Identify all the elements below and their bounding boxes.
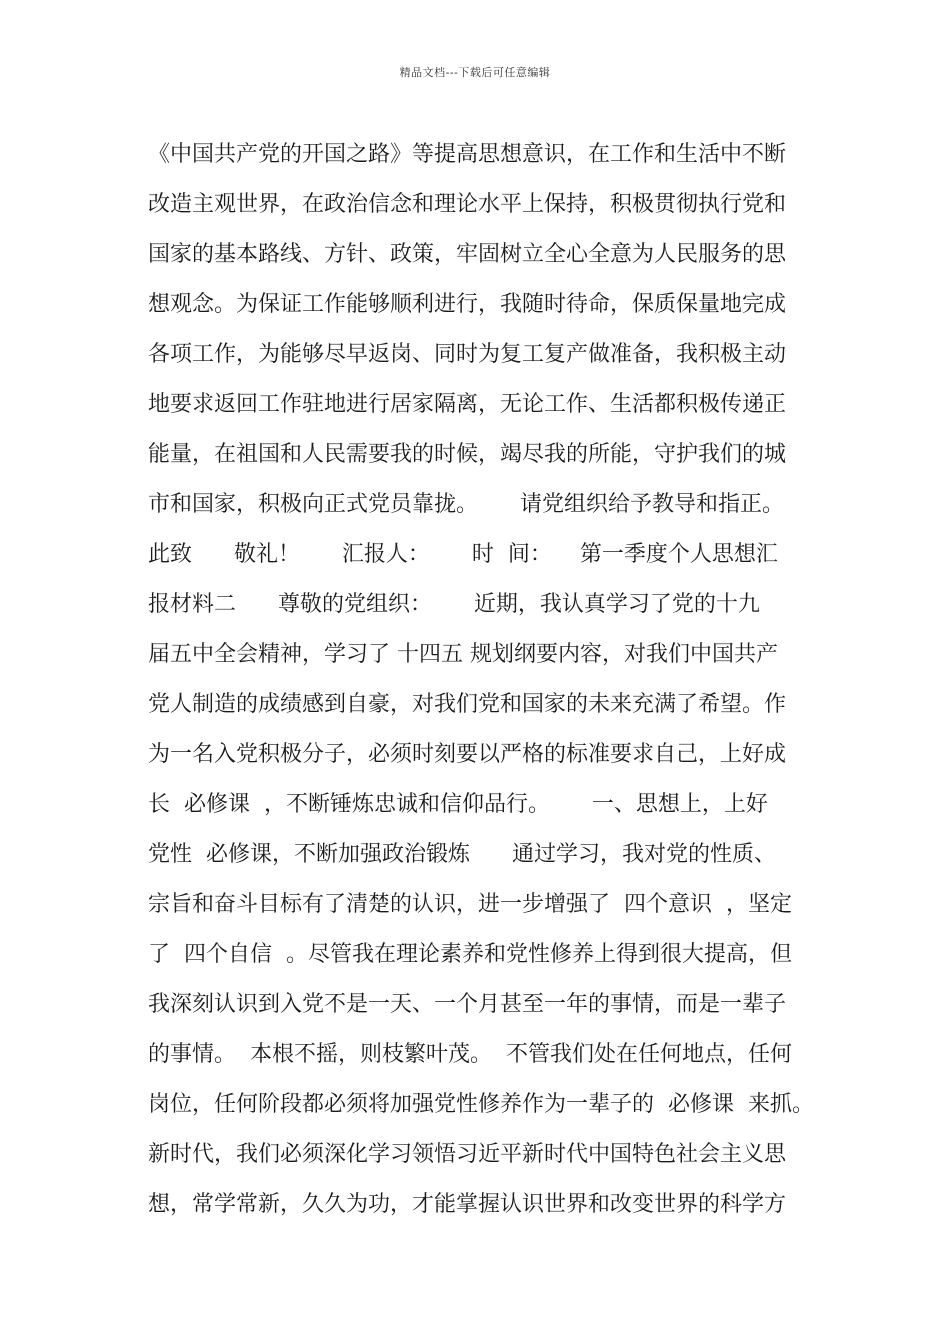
text-line: 市和国家，积极向正式党员靠拢。 请党组织给予教导和指正。 (148, 492, 784, 517)
text-line: 的事情。 本根不摇，则枝繁叶茂。 不管我们处在任何地点，任何 (148, 1042, 792, 1067)
text-line: 党人制造的成绩感到自豪，对我们党和国家的未来充满了希望。作 (148, 692, 787, 717)
text-line: 此致 敬礼！ 汇报人： 时 间： 第一季度个人思想汇 (148, 542, 778, 567)
text-line: 宗旨和奋斗目标有了清楚的认识，进一步增强了 四个意识 ，坚定 (148, 892, 792, 917)
text-line: 报材料二 尊敬的党组织： 近期，我认真学习了党的十九 (148, 592, 760, 617)
text-line: 想观念。为保证工作能够顺利进行，我随时待命，保质保量地完成 (148, 292, 787, 317)
text-line: 我深刻认识到入党不是一天、一个月甚至一年的事情，而是一辈子 (148, 992, 787, 1017)
text-line: 党性 必修课，不断加强政治锻炼 通过学习，我对党的性质、 (148, 842, 776, 867)
text-line: 想，常学常新，久久为功，才能掌握认识世界和改变世界的科学方 (148, 1192, 787, 1217)
text-line: 届五中全会精神，学习了 十四五 规划纲要内容，对我们中国共产 (148, 642, 778, 667)
text-line: 能量，在祖国和人民需要我的时候，竭尽我的所能，守护我们的城 (148, 442, 787, 467)
text-line: 各项工作，为能够尽早返岗、同时为复工复产做准备，我积极主动 (148, 342, 787, 367)
text-line: 了 四个自信 。尽管我在理论素养和党性修养上得到很大提高，但 (148, 942, 792, 967)
text-line: 长 必修课 ，不断锤炼忠诚和信仰品行。 一、思想上，上好 (148, 792, 768, 817)
text-line: 地要求返回工作驻地进行居家隔离，无论工作、生活都积极传递正 (148, 392, 787, 417)
text-line: 改造主观世界，在政治信念和理论水平上保持，积极贯彻执行党和 (148, 192, 787, 217)
page-header: 精品文档---下载后可任意编辑 (399, 66, 551, 79)
text-line: 《中国共产党的开国之路》等提高思想意识，在工作和生活中不断 (148, 142, 787, 167)
text-line: 岗位，任何阶段都必须将加强党性修养作为一辈子的 必修课 来抓。 (148, 1092, 814, 1117)
text-line: 为一名入党积极分子，必须时刻要以严格的标准要求自己，上好成 (148, 742, 787, 767)
text-line: 新时代，我们必须深化学习领悟习近平新时代中国特色社会主义思 (148, 1142, 787, 1167)
body-text (148, 130, 818, 1230)
text-line: 国家的基本路线、方针、政策，牢固树立全心全意为人民服务的思 (148, 242, 787, 267)
